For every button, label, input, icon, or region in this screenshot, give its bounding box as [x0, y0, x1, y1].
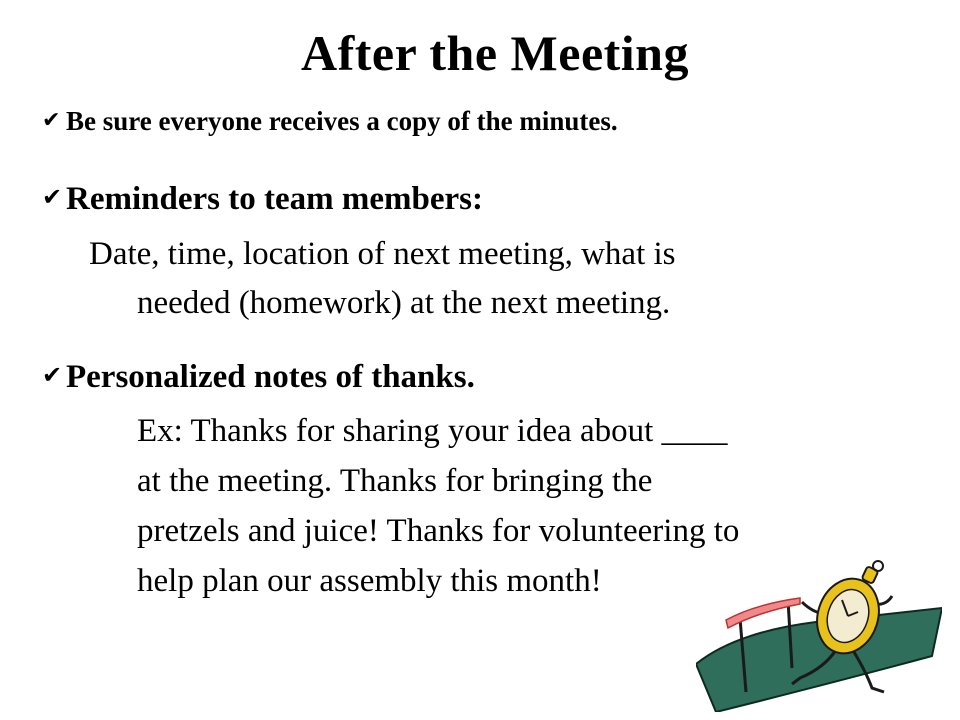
checkmark-icon: ✔ [42, 108, 61, 133]
reminders-line-1: Date, time, location of next meeting, what is [89, 236, 676, 272]
bullet-text: Personalized notes of thanks. [66, 359, 475, 395]
checkmark-icon: ✔ [42, 183, 63, 211]
thanks-line-2: at the meeting. Thanks for bringing the [137, 463, 653, 499]
thanks-line-1: Ex: Thanks for sharing your idea about ____ [137, 413, 728, 449]
bullet-reminders [42, 181, 483, 218]
thanks-line-3: pretzels and juice! Thanks for volunteering to [137, 513, 740, 549]
bullet-minutes [42, 106, 618, 137]
reminders-line-2: needed (homework) at the next meeting. [137, 285, 671, 321]
thanks-line-4: help plan our assembly this month! [137, 563, 602, 599]
checkmark-icon: ✔ [42, 361, 63, 389]
bullet-thanks [42, 359, 475, 396]
slide-title: After the Meeting [301, 25, 689, 81]
running-stopwatch-clipart [696, 560, 942, 712]
bullet-text: Reminders to team members: [66, 181, 483, 217]
bullet-text: Be sure everyone receives a copy of the minutes. [66, 106, 618, 136]
